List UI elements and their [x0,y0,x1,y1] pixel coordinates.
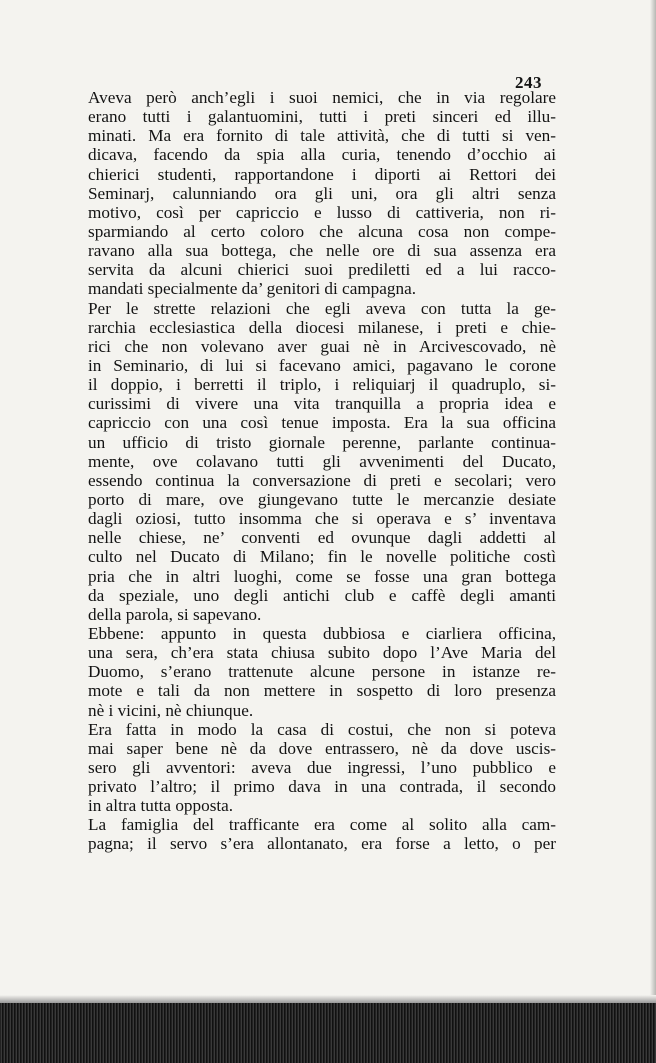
text-line: chierici studenti, rapportandone i diporti ai Rettori dei [88,164,556,184]
text-line: erano tutti i galantuomini, tutti i preti sinceri ed illu- [88,107,556,127]
text-line: in Seminario, di lui si facevano amici, pagavano le corone [88,355,556,375]
text-line: porto di mare, ove giungevano tutte le mercanzie desiate [88,489,556,509]
text-line: La famiglia del trafficante era come al solito alla cam- [88,815,556,835]
text-line: Era fatta in modo la casa di costui, che non si poteva [88,719,556,739]
page-number: 243 [515,73,542,92]
text-line: il doppio, i berretti il triplo, i reliquiarj il quadruplo, si- [88,375,556,395]
text-line: pria che in altri luoghi, come se fosse una gran bottega [88,566,556,586]
text-line: motivo, così per capriccio e lusso di cattiveria, non ri- [88,202,556,222]
text-line: una sera, ch’era stata chiusa subito dopo l’Ave Maria del [88,643,556,663]
text-line: essendo continua la conversazione di preti e secolari; vero [88,470,556,490]
text-line: capriccio con una così tenue imposta. Era la sua officina [88,413,556,433]
text-line: Per le strette relazioni che egli aveva con tutta la ge- [88,298,556,318]
text-line: pagna; il servo s’era allontanato, era forse a letto, o per [88,834,556,854]
text-line: privato l’altro; il primo dava in una contrada, il secondo [88,777,556,797]
text-line: della parola, si sapevano. [88,604,262,624]
book-binding-edge [0,1003,656,1063]
text-line: Duomo, s’erano trattenute alcune persone in istanze re- [88,662,556,682]
text-line: in altra tutta opposta. [88,796,234,816]
text-line: da speziale, uno degli antichi club e caffè degli amanti [88,585,556,605]
text-line: ravano alla sua bottega, che nelle ore di sua assenza era [88,241,556,261]
text-line: curissimi di vivere una vita tranquilla a propria idea e [88,394,556,414]
text-line: nelle chiese, ne’ conventi ed ovunque dagli addetti al [88,528,556,548]
text-line: dicava, facendo da spia alla curia, tenendo d’occhio ai [88,145,556,165]
text-line: un ufficio di tristo giornale perenne, parlante continua- [88,432,556,452]
text-line: sparmiando al certo coloro che alcuna cosa non compe- [88,221,556,241]
text-line: rici che non volevano aver guai nè in Arcivescovado, nè [88,336,556,356]
text-line: mote e tali da non mettere in sospetto di loro presenza [88,681,556,701]
text-line: minati. Ma era fornito di tale attività, che di tutti si ven- [88,126,556,146]
text-line: Seminarj, calunniando ora gli uni, ora gli altri senza [88,183,556,203]
body-text [88,88,556,854]
text-line: rarchia ecclesiastica della diocesi milanese, i preti e chie- [88,317,556,337]
text-line: mai saper bene nè da dove entrassero, nè da dove uscis- [88,738,556,758]
page-edge-shadow [650,0,656,1003]
text-line: mandati specialmente da’ genitori di campagna. [88,279,417,299]
text-line: servita da alcuni chierici suoi prediletti ed a lui racco- [88,260,556,280]
binding-shadow [0,995,656,1003]
text-line: sero gli avventori: aveva due ingressi, l’uno pubblico e [88,757,556,777]
text-line: culto nel Ducato di Milano; fin le novelle politiche costì [88,547,556,567]
text-line: Ebbene: appunto in questa dubbiosa e ciarliera officina, [88,623,556,643]
text-line: nè i vicini, nè chiunque. [88,700,254,720]
text-line: Aveva però anch’egli i suoi nemici, che in via regolare [88,88,556,107]
text-line: dagli oziosi, tutto insomma che si operava e s’ inventava [88,509,556,529]
text-line: mente, ove colavano tutti gli avvenimenti del Ducato, [88,451,556,471]
